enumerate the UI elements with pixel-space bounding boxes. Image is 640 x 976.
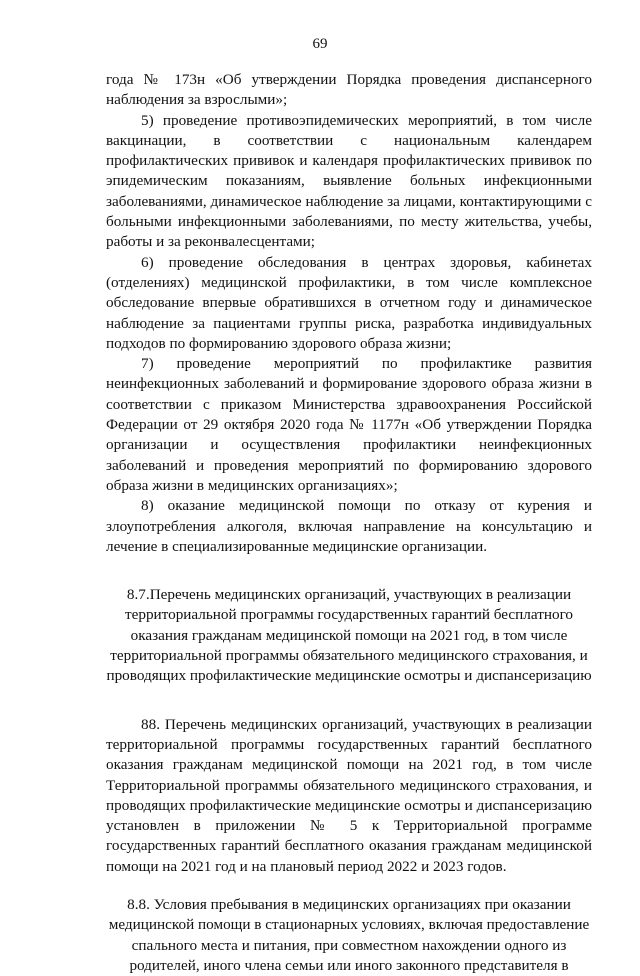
section-heading-8-7: 8.7.Перечень медицинских организаций, участвующих в реализации территориальной программы государственных гарантий бесплатного оказания гражданам медицинской помощи на 2021 год, в том числе территориальной программы обязательного медицинского страхования, и проводящих профилактические медицинские осмотры и диспансеризацию — [106, 586, 592, 685]
paragraph-88: 88. Перечень медицинских организаций, участвующих в реализации территориальной программы государственных гарантий бесплатного оказания гражданам медицинской помощи на 2021 год, в том числе Территориальной программы обязательного медицинского страхования, и проводящих профилактические медицинские осмотры и диспансеризацию установлен в приложении № 5 к Территориальной программе государственных гарантий бесплатного оказания гражданам медицинской помощи на 2021 год и на плановый период 2022 и 2023 годов. — [106, 715, 592, 875]
paragraph-item-5: 5) проведение противоэпидемических мероприятий, в том числе вакцинации, в соответствии с национальным календарем профилактических прививок и календаря профилактических прививок по эпидемическим показаниям, выявление больных инфекционными заболеваниями, динамическое наблюдение за лицами, контактирующими с больными инфекционными заболеваниями, по месту жительства, учебы, работы и за реконвалесцентами; — [106, 111, 592, 251]
paragraph-item-8: 8) оказание медицинской помощи по отказу от курения и злоупотребления алкоголя, включая направление на консультацию и лечение в специализированные медицинские организации. — [106, 497, 592, 555]
spacer — [106, 687, 592, 715]
paragraph-item-7: 7) проведение мероприятий по профилактике развития неинфекционных заболеваний и формирование здорового образа жизни в соответствии с приказом Министерства здравоохранения Российской Федерации от 29 октября 2020 года № 1177н «Об утверждении Порядка организации и осуществления профилактики неинфекционных заболеваний и проведения мероприятий по формированию здорового образа жизни в медицинских организациях»; — [106, 355, 592, 494]
spacer — [106, 877, 592, 895]
paragraph-item-6: 6) проведение обследования в центрах здоровья, кабинетах (отделениях) медицинской профилактики, в том числе комплексное обследование впервые обратившихся в отчетном году и динамическое наблюдение за пациентами группы риска, разработка индивидуальных подходов по формированию здорового образа жизни; — [106, 253, 592, 352]
section-heading-8-8: 8.8. Условия пребывания в медицинских организациях при оказании медицинской помощи в стационарных условиях, включая предоставление спального места и питания, при совместном нахождении одного из родителей, иного члена семьи или иного законного представителя в — [108, 895, 590, 974]
paragraph-continuation: года № 173н «Об утверждении Порядка проведения диспансерного наблюдения за взрослыми»; — [106, 71, 592, 109]
document-body — [106, 70, 592, 976]
spacer — [106, 557, 592, 585]
page-number: 69 — [312, 36, 328, 52]
